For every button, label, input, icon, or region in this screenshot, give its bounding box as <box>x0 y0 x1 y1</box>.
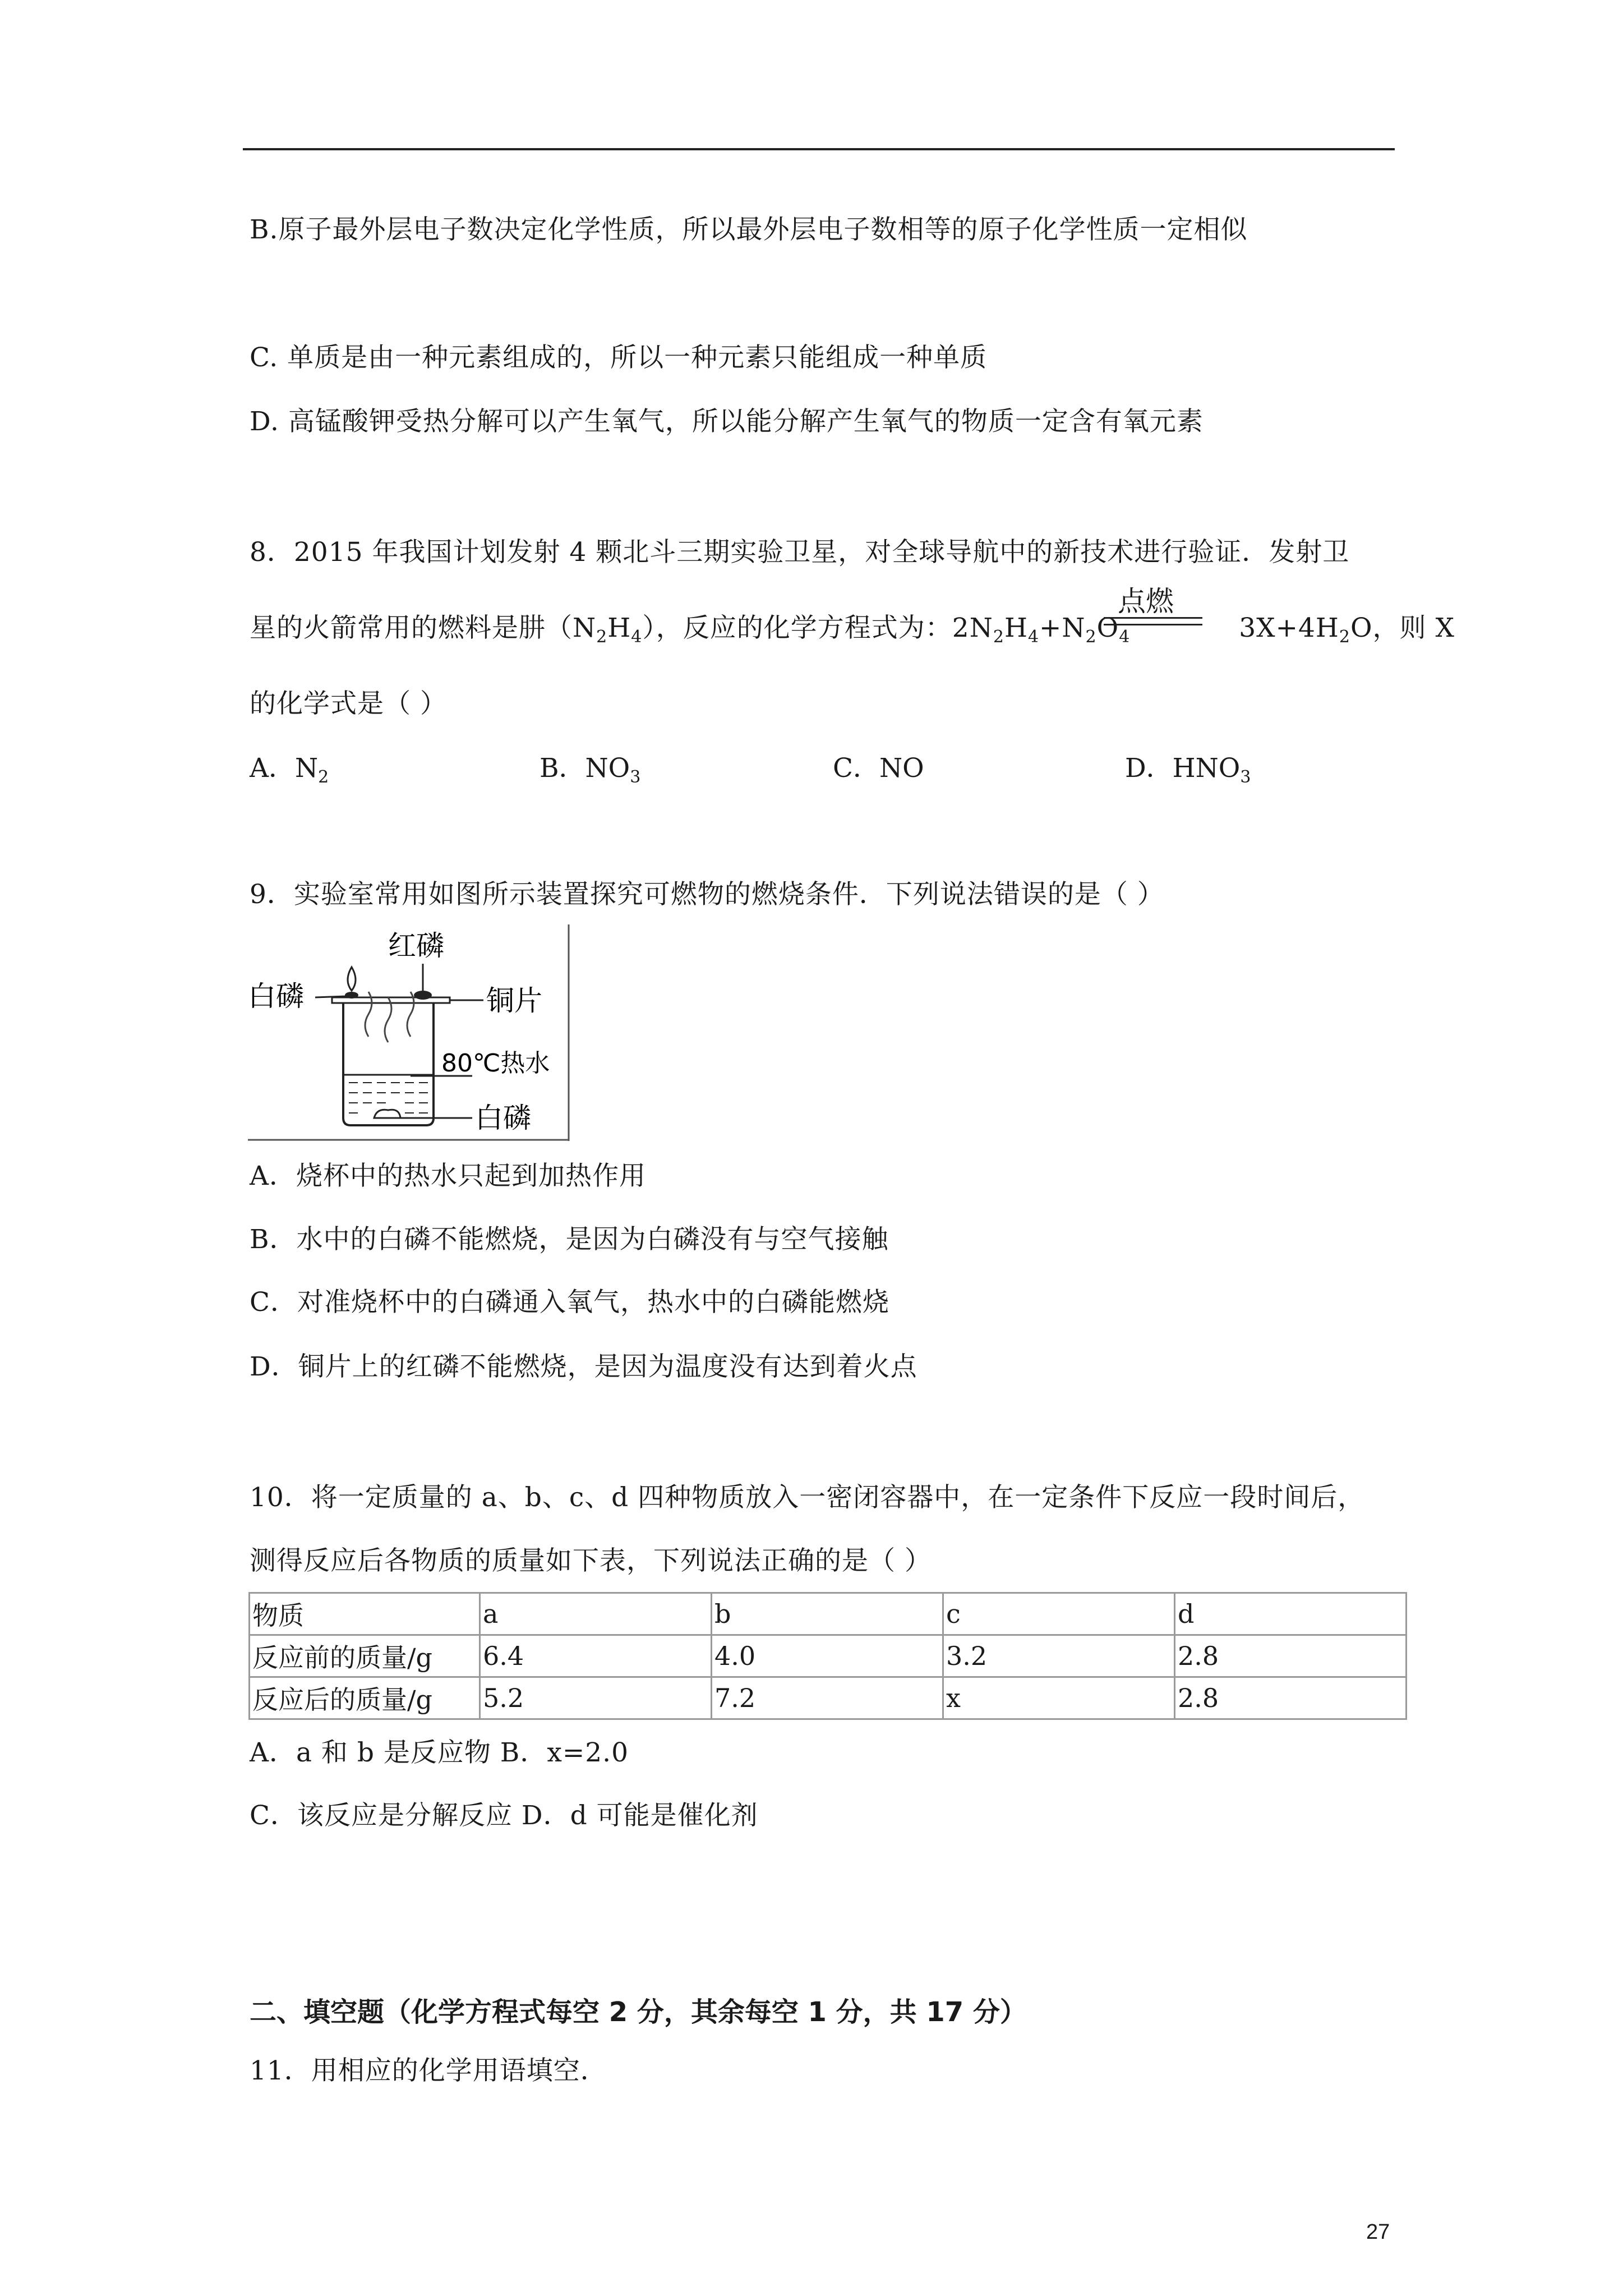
q8-option-d <box>1125 752 1251 794</box>
q8-text: O <box>1096 613 1119 643</box>
q8-text: O，则 X <box>1350 613 1455 643</box>
q8-text: H <box>607 613 631 643</box>
condition-label: 点燃 <box>1118 585 1174 618</box>
apparatus-diagram <box>248 924 584 1141</box>
q8-text: ），反应的化学方程式为：2N <box>642 613 993 643</box>
q11-stem: 11．用相应的化学用语填空． <box>250 2055 607 2086</box>
q8-option-b <box>540 752 640 794</box>
subscript: 3 <box>630 767 641 787</box>
q10-options-ab: A．a 和 b 是反应物 B．x=2.0 <box>250 1737 629 1768</box>
q10-options-cd: C．该反应是分解反应 D．d 可能是催化剂 <box>250 1800 758 1831</box>
q8-option-a <box>250 752 329 794</box>
label-white-phosphorus-top: 白磷 <box>248 980 304 1013</box>
option-text: A．N <box>250 753 319 784</box>
white-phosphorus-bottom <box>374 1110 400 1118</box>
reaction-condition <box>1104 583 1209 632</box>
table-cell: 4.0 <box>712 1635 943 1677</box>
option-text: C．NO <box>833 753 924 784</box>
table-cell: 2.8 <box>1175 1635 1407 1677</box>
table-cell: 7.2 <box>712 1677 943 1719</box>
table-row <box>250 1593 1407 1635</box>
q8-text: 星的火箭常用的燃料是肼（N <box>250 613 597 643</box>
q8-text: 3X+4H <box>1239 613 1339 643</box>
table-cell: a <box>480 1593 712 1635</box>
table-cell: 6.4 <box>480 1635 712 1677</box>
label-white-phosphorus-bottom: 白磷 <box>475 1102 531 1134</box>
table-cell: 物质 <box>250 1593 480 1635</box>
equation-line <box>1104 617 1202 619</box>
subscript: 2 <box>993 627 1004 647</box>
q9-stem: 9．实验室常用如图所示装置探究可燃物的燃烧条件．下列说法错误的是（ ） <box>250 879 1164 910</box>
subscript: 4 <box>1027 627 1040 647</box>
q8-stem-line3: 的化学式是（ ） <box>250 688 447 719</box>
beaker <box>343 1003 434 1125</box>
table-cell: b <box>712 1593 943 1635</box>
equation-line <box>1104 624 1202 625</box>
label-hot-water: 80℃热水 <box>441 1049 550 1078</box>
mass-table <box>248 1592 1407 1720</box>
header-rule <box>243 148 1395 150</box>
q8-option-c <box>833 752 924 785</box>
q10-stem-line1: 10．将一定质量的 a、b、c、d 四种物质放入一密闭容器中，在一定条件下反应一段时间后， <box>250 1482 1365 1513</box>
flame-icon <box>348 967 356 991</box>
subscript: 3 <box>1240 767 1251 787</box>
subscript: 2 <box>318 767 329 787</box>
table-cell: 3.2 <box>943 1635 1175 1677</box>
red-phosphorus <box>414 991 432 1000</box>
label-copper-plate: 铜片 <box>486 984 542 1017</box>
section-heading: 二、填空题（化学方程式每空 2 分，其余每空 1 分，共 17 分） <box>250 1996 1027 2028</box>
subscript: 4 <box>1119 627 1131 647</box>
subscript: 4 <box>631 627 643 647</box>
subscript: 2 <box>596 627 608 647</box>
q8-stem-line2 <box>250 611 1455 654</box>
table-cell: 5.2 <box>480 1677 712 1719</box>
table-row <box>250 1635 1407 1677</box>
option-text: D．HNO <box>1125 753 1241 784</box>
option-text: B．NO <box>540 753 630 784</box>
table-cell: 反应后的质量/g <box>250 1677 480 1719</box>
q8-text: H <box>1004 613 1028 643</box>
q7-option-d: D. 高锰酸钾受热分解可以产生氧气，所以能分解产生氧气的物质一定含有氧元素 <box>250 406 1204 437</box>
q9-option-b: B．水中的白磷不能燃烧，是因为白磷没有与空气接触 <box>250 1224 889 1255</box>
table-row <box>250 1677 1407 1719</box>
q7-option-b: B.原子最外层电子数决定化学性质，所以最外层电子数相等的原子化学性质一定相似 <box>250 214 1248 245</box>
q9-option-c: C．对准烧杯中的白磷通入氧气，热水中的白磷能燃烧 <box>250 1287 889 1318</box>
subscript: 2 <box>1339 627 1351 647</box>
q10-stem-line2: 测得反应后各物质的质量如下表，下列说法正确的是（ ） <box>250 1545 932 1576</box>
table-cell: 反应前的质量/g <box>250 1635 480 1677</box>
table-cell: 2.8 <box>1175 1677 1407 1719</box>
table-cell: d <box>1175 1593 1407 1635</box>
q9-option-a: A．烧杯中的热水只起到加热作用 <box>250 1161 646 1191</box>
table-cell: c <box>943 1593 1175 1635</box>
white-phosphorus-top <box>345 992 358 999</box>
q8-stem-line1: 8．2015 年我国计划发射 4 颗北斗三期实验卫星，对全球导航中的新技术进行验证．发射卫 <box>250 537 1350 568</box>
label-red-phosphorus: 红磷 <box>388 930 444 962</box>
combustion-apparatus-figure <box>248 924 584 1141</box>
table-cell: x <box>943 1677 1175 1719</box>
q8-text: +N <box>1039 613 1086 643</box>
q9-option-d: D．铜片上的红磷不能燃烧，是因为温度没有达到着火点 <box>250 1351 917 1382</box>
page-number: 27 <box>1366 2220 1390 2244</box>
q7-option-c: C. 单质是由一种元素组成的，所以一种元素只能组成一种单质 <box>250 342 988 373</box>
subscript: 2 <box>1085 627 1097 647</box>
